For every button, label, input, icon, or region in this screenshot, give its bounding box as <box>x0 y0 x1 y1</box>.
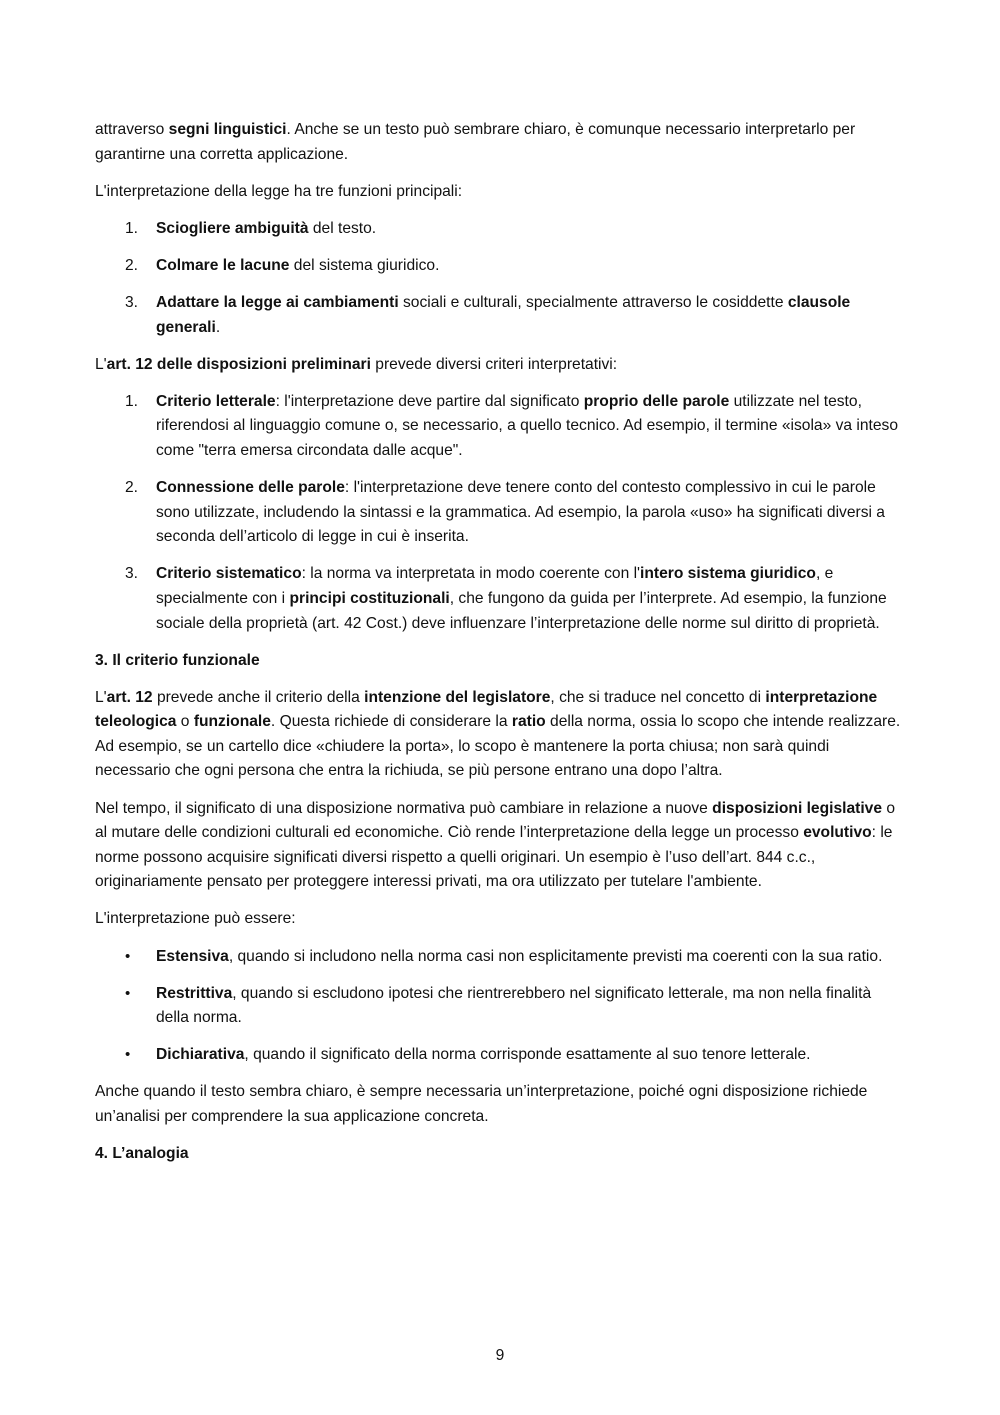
bold-text: principi costituzionali <box>289 589 450 607</box>
bold-text: disposizioni legislative <box>712 799 883 817</box>
section-heading-4: 4. L’analogia <box>95 1145 189 1163</box>
text-run: , e specialmente con i <box>156 565 834 607</box>
list-number: 2. <box>125 256 139 274</box>
bold-text: intenzione del legislatore <box>364 688 551 706</box>
list-number: 2. <box>125 479 139 497</box>
text-run: sociali e culturali, specialmente attraverso le cosiddette <box>398 293 788 311</box>
text-run: o al mutare delle condizioni culturali ed economiche. Ciò rende l’interpretazione della legge un processo <box>95 799 896 842</box>
list-item <box>95 390 907 464</box>
list-item <box>95 945 907 970</box>
list-number: 1. <box>125 219 139 237</box>
list-item <box>95 562 907 636</box>
text-run: L' <box>95 355 107 373</box>
text-run: Anche quando il testo sembra chiaro, è sempre necessaria un’interpretazione, poiché ogni disposizione richiede un’analisi per comprendere la sua applicazione concreta. <box>95 1083 868 1125</box>
bold-text: art. 12 <box>106 688 153 706</box>
text-run: L'interpretazione può essere: <box>95 910 296 928</box>
bullet-marker: • <box>125 984 131 1002</box>
list-number: 1. <box>125 392 139 410</box>
text-run: della norma, ossia lo scopo che intende realizzare. Ad esempio, se un cartello dice «chiudere la porta», lo scopo è mantenere la porta chiusa; non sarà quindi necessario che ogni persona che entra la richiuda, se più persone entrano una dopo l’altra. <box>95 713 901 780</box>
bold-text: Criterio letterale <box>156 392 276 410</box>
bullet-marker: • <box>125 1046 131 1064</box>
text-run: : le norme possono acquisire significati diversi rispetto a quelli originari. Un esempio è l’uso dell’art. 844 c.c., originariamente pensato per proteggere interessi privati, ma ora utilizzato per tutelare l'ambiente. <box>95 824 893 891</box>
bold-text: funzionale <box>193 713 271 731</box>
bold-text: proprio delle parole <box>583 392 730 410</box>
text-run: : l'interpretazione deve partire dal significato <box>275 392 584 410</box>
list-item <box>95 1043 907 1068</box>
document-page <box>95 118 907 1179</box>
paragraph-conclusion <box>95 1080 907 1129</box>
text-run: , quando si includono nella norma casi non esplicitamente previsti ma coerenti con la sua ratio. <box>228 947 883 965</box>
paragraph-evolution <box>95 797 907 895</box>
list-item <box>95 291 907 340</box>
bold-text: Connessione delle parole <box>156 479 345 497</box>
page-number: 9 <box>495 1347 505 1364</box>
list-item <box>95 217 907 242</box>
text-run: del sistema giuridico. <box>289 256 440 274</box>
text-run: , che fungono da guida per l’interprete. Ad esempio, la funzione sociale della proprietà (art. 42 Cost.) deve influenzare l’interpretazione delle norme sul diritto di proprietà. <box>156 589 887 632</box>
list-types <box>95 945 907 1068</box>
bold-text: art. 12 delle disposizioni preliminari <box>106 355 371 373</box>
text-run: . Anche se un testo può sembrare chiaro, è comunque necessario interpretarlo per garantirne una corretta applicazione. <box>95 121 856 163</box>
bold-text: Sciogliere ambiguità <box>156 219 309 237</box>
list-functions <box>95 217 907 340</box>
text-run: del testo. <box>308 219 377 237</box>
bold-text: evolutivo <box>803 824 872 842</box>
text-run: , che si traduce nel concetto di <box>550 688 766 706</box>
bold-text: clausole generali <box>156 293 851 336</box>
paragraph-functional <box>95 686 907 784</box>
text-run: attraverso <box>95 121 169 138</box>
text-run: , quando si escludono ipotesi che rientrerebbero nel significato letterale, ma non nella finalità della norma. <box>156 984 872 1027</box>
list-item <box>95 476 907 550</box>
paragraph-functions-intro <box>95 180 907 205</box>
paragraph-intro <box>95 118 907 167</box>
paragraph-types-intro <box>95 907 907 932</box>
bold-text: segni linguistici <box>168 121 287 138</box>
bold-text: interpretazione teleologica <box>95 688 878 731</box>
text-run: o <box>176 713 194 731</box>
bold-text: intero sistema giuridico <box>640 565 816 583</box>
text-run: L' <box>95 688 107 706</box>
bold-text: Restrittiva <box>156 984 233 1002</box>
text-run: utilizzate nel testo, riferendosi al linguaggio comune o, se necessario, a quello tecnico. Ad esempio, il termine «isola» va inteso come "terra emersa circondata dalle acque". <box>156 392 898 459</box>
list-number: 3. <box>125 293 139 311</box>
bold-text: Adattare la legge ai cambiamenti <box>156 293 399 311</box>
bold-text: Dichiarativa <box>156 1046 245 1064</box>
text-run: prevede diversi criteri interpretativi: <box>370 355 618 373</box>
bold-text: Estensiva <box>156 947 229 965</box>
text-run: . <box>215 318 221 336</box>
text-run: . Questa richiede di considerare la <box>270 713 512 731</box>
bold-text: Criterio sistematico <box>156 565 302 583</box>
bold-text: Colmare le lacune <box>156 256 290 274</box>
bullet-marker: • <box>125 947 131 965</box>
list-criteria <box>95 390 907 636</box>
list-item <box>95 982 907 1031</box>
section-heading-3: 3. Il criterio funzionale <box>95 651 260 669</box>
text-run: : l'interpretazione deve tenere conto del contesto complessivo in cui le parole sono utilizzate, includendo la sintassi e la grammatica. Ad esempio, la parola «uso» ha significati diversi a seconda dell’articolo di legge in cui è inserita. <box>156 479 885 546</box>
text-run: L'interpretazione della legge ha tre funzioni principali: <box>95 182 463 200</box>
text-run: : la norma va interpretata in modo coerente con l' <box>301 565 641 583</box>
paragraph-art12 <box>95 353 907 378</box>
list-item <box>95 254 907 279</box>
bold-text: ratio <box>511 713 546 731</box>
text-run: , quando il significato della norma corrisponde esattamente al suo tenore letterale. <box>244 1046 811 1064</box>
text-run: prevede anche il criterio della <box>152 688 365 706</box>
text-run: Nel tempo, il significato di una disposizione normativa può cambiare in relazione a nuove <box>95 799 713 817</box>
list-number: 3. <box>125 565 139 583</box>
